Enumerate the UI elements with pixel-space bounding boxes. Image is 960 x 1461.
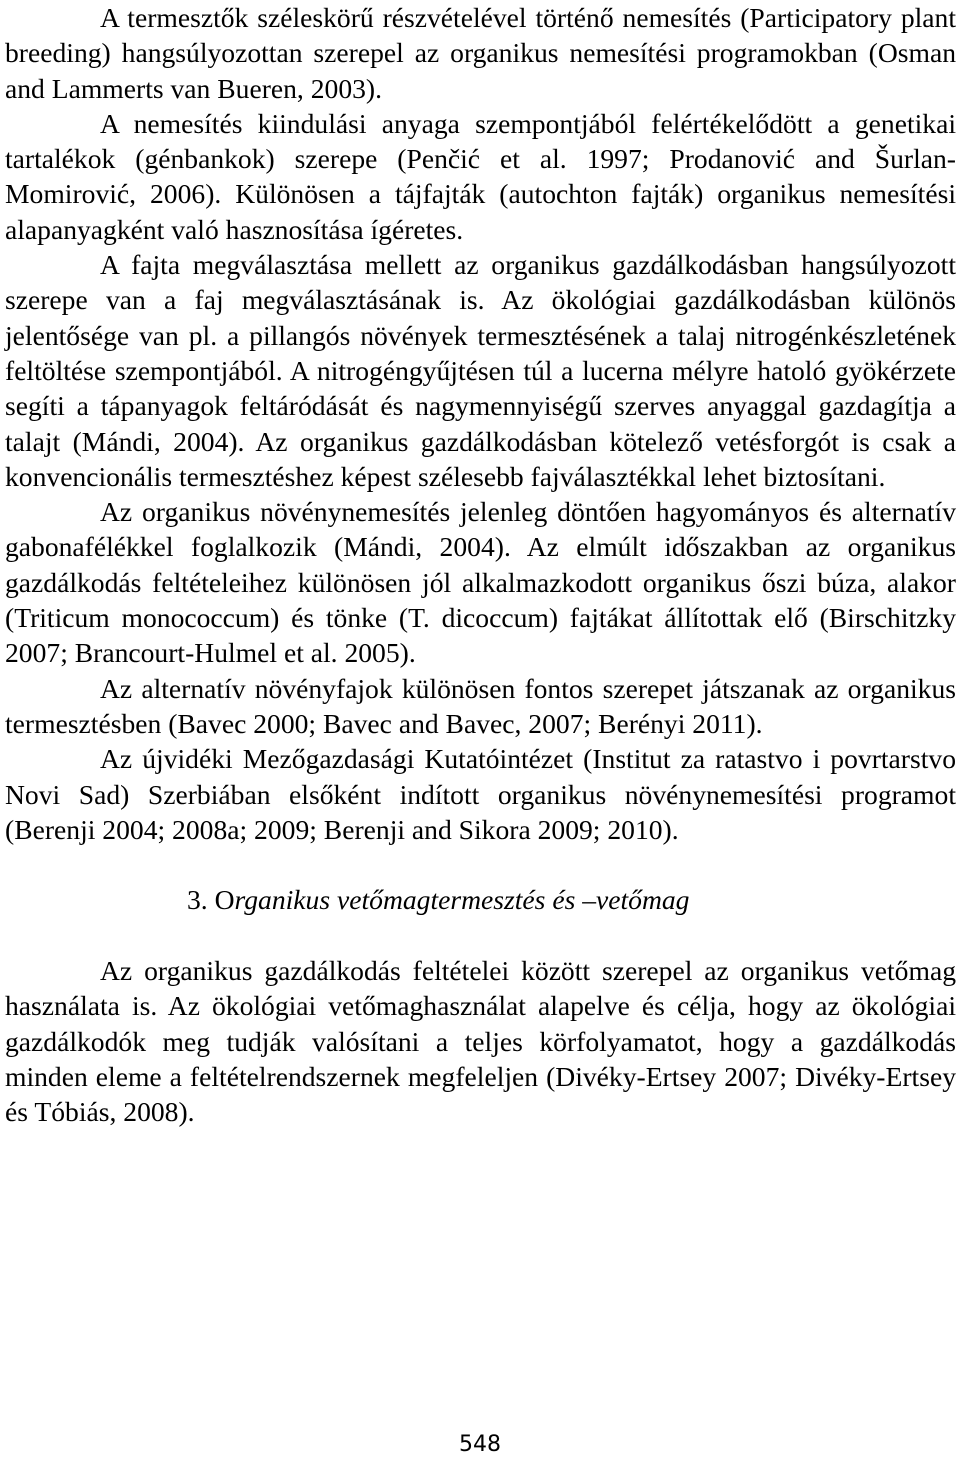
paragraph-cereal-breeding: Az organikus növénynemesítés jelenleg döntően hagyományos és alternatív gabonafélékkel foglalkozik (Mándi, 2004). Az elmúlt időszakban az organikus gazdálkodás feltételeihez különösen jól alkalmazkodott organikus őszi búza, alakor (Triticum monococcum) és tönke (T. dicoccum) fajtákat állítottak elő (Birschitzky 2007; Brancourt-Hulmel et al. 2005). bbox=[5, 496, 956, 669]
page-number: 548 bbox=[459, 1432, 501, 1457]
section-heading-title: rganikus vetőmagtermesztés és –vetőmag bbox=[234, 884, 690, 916]
section-heading bbox=[5, 882, 956, 917]
paragraph-genetic-resources: A nemesítés kiindulási anyaga szempontjából felértékelődött a genetikai tartalékok (génbankok) szerepe (Penčić et al. 1997; Prodanović and Šurlan-Momirović, 2006). Különösen a tájfajták (autochton fajták) organikus nemesítési alapanyagként való hasznosítása ígéretes. bbox=[5, 107, 956, 245]
paragraph-participatory-breeding: A termesztők széleskörű részvételével történő nemesítés (Participatory plant breeding) hangsúlyozottan szerepel az organikus nemesítési programokban (Osman and Lammerts van Bueren, 2003). bbox=[5, 2, 956, 104]
paragraph-alternative-crops: Az alternatív növényfajok különösen fontos szerepet játszanak az organikus termesztésben (Bavec 2000; Bavec and Bavec, 2007; Berényi 2011). bbox=[5, 672, 956, 739]
paragraph-novi-sad-institute: Az újvidéki Mezőgazdasági Kutatóintézet (Institut za ratastvo i povrtarstvo Novi Sad) Szerbiában elsőként indított organikus növénynemesítési programot (Berenji 2004; 2008a; 2009; Berenji and Sikora 2009; 2010). bbox=[5, 743, 956, 845]
spacer bbox=[5, 918, 956, 953]
spacer bbox=[5, 847, 956, 882]
section-heading-number: 3. O bbox=[187, 884, 235, 916]
document-page bbox=[5, 0, 956, 1461]
paragraph-species-selection: A fajta megválasztása mellett az organikus gazdálkodásban hangsúlyozott szerepe van a faj megválasztásának is. Az ökológiai gazdálkodásban különös jelentősége van pl. a pillangós növények termesztésének a talaj nitrogénkészletének feltöltése szempontjából. A nitrogéngyűjtésen túl a lucerna mélyre hatoló gyökérzete segíti a tápanyagok feltáródását és nagymennyiségű szerves anyaggal gazdagítja a talajt (Mándi, 2004). Az organikus gazdálkodásban kötelező vetésforgót is csak a konvencionális termesztéshez képest szélesebb fajválasztékkal lehet biztosítani. bbox=[5, 249, 956, 492]
paragraph-organic-seed: Az organikus gazdálkodás feltételei között szerepel az organikus vetőmag használata is. Az ökológiai vetőmaghasználat alapelve és célja, hogy az ökológiai gazdálkodók meg tudják valósítani a teljes körfolyamatot, hogy a gazdálkodás minden eleme a feltételrendszernek megfeleljen (Divéky-Ertsey 2007; Divéky-Ertsey és Tóbiás, 2008). bbox=[5, 955, 956, 1128]
